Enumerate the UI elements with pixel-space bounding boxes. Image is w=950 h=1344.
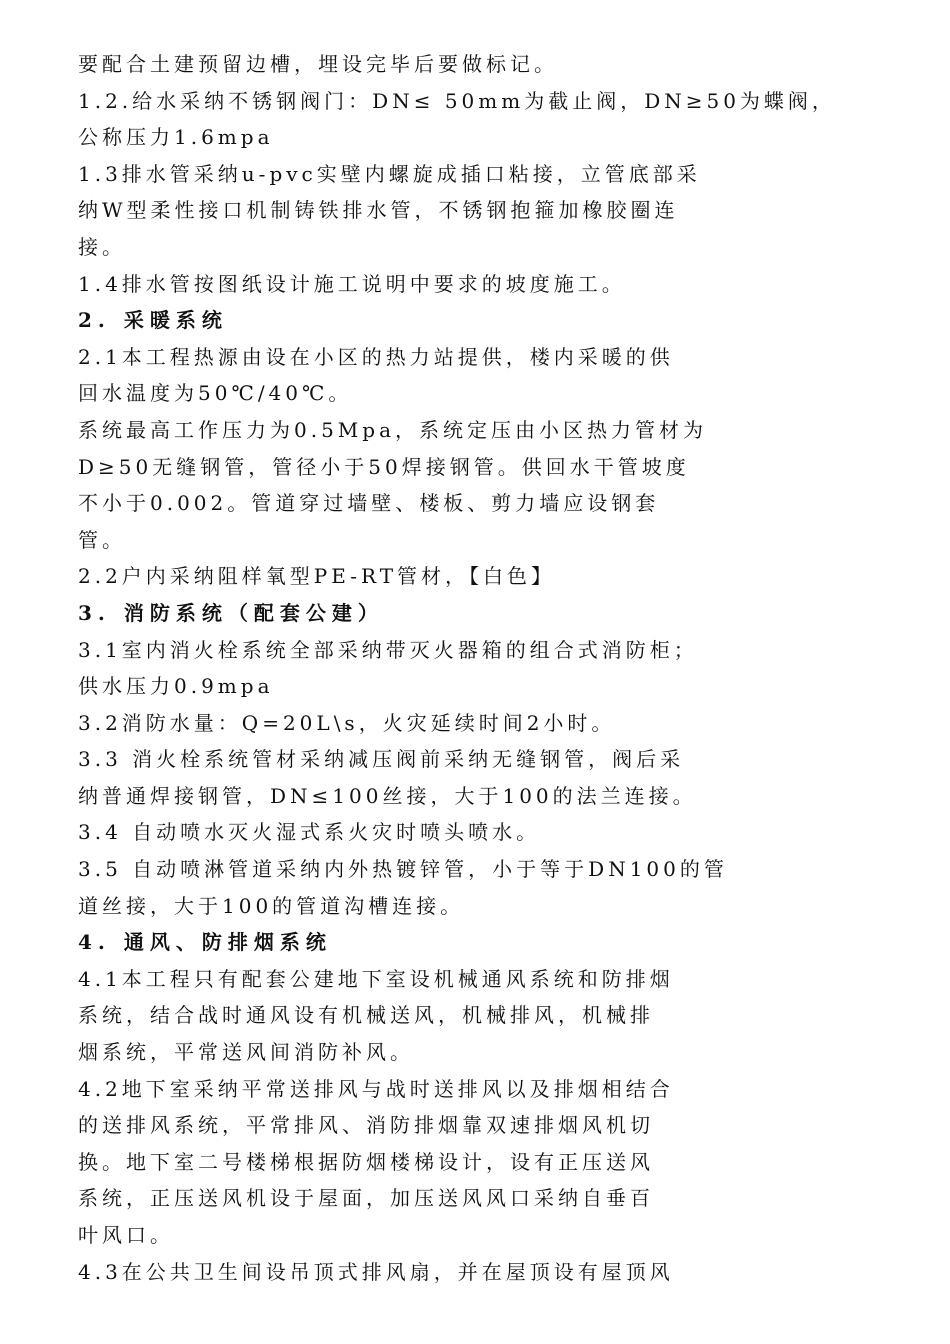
text-line: 3.4 自动喷水灭火湿式系火灾时喷头喷水。 xyxy=(78,820,541,845)
section-heading: 2. 采暖系统 xyxy=(78,308,228,333)
text-line: 回水温度为50℃/40℃。 xyxy=(78,381,353,406)
text-line: 系统，正压送风机设于屋面，加压送风风口采纳自垂百 xyxy=(78,1186,654,1211)
text-line: 1.3排水管采纳u-pvc实壁内螺旋成插口粘接，立管底部采 xyxy=(78,161,701,186)
text-line: 公称压力1.6mpa xyxy=(78,125,274,150)
text-line: 纳普通焊接钢管，DN≤100丝接，大于100的法兰连接。 xyxy=(78,783,697,808)
text-line: 1.4排水管按图纸设计施工说明中要求的坡度施工。 xyxy=(78,271,626,296)
text-line: 换。地下室二号楼梯根据防烟楼梯设计，设有正压送风 xyxy=(78,1149,654,1174)
text-line: 系统，结合战时通风设有机械送风，机械排风，机械排 xyxy=(78,1003,654,1028)
text-line: 4.2地下室采纳平常送排风与战时送排风以及排烟相结合 xyxy=(78,1076,674,1101)
text-line: 供水压力0.9mpa xyxy=(78,674,274,699)
text-line: 3.1室内消火栓系统全部采纳带灭火器箱的组合式消防柜； xyxy=(78,637,698,662)
text-line: 4.1本工程只有配套公建地下室设机械通风系统和防排烟 xyxy=(78,966,674,991)
text-line: 不小于0.002。管道穿过墙壁、楼板、剪力墙应设钢套 xyxy=(78,491,660,516)
text-line: 道丝接，大于100的管道沟槽连接。 xyxy=(78,893,465,918)
text-line: 3.2消防水量：Q=20L\s，火灾延续时间2小时。 xyxy=(78,710,616,735)
text-line: 接。 xyxy=(78,234,126,259)
text-line: 3.3 消火栓系统管材采纳减压阀前采纳无缝钢管，阀后采 xyxy=(78,747,685,772)
text-line: 叶风口。 xyxy=(78,1223,174,1247)
text-line: 3.5 自动喷淋管道采纳内外热镀锌管，小于等于DN100的管 xyxy=(78,857,728,882)
text-line: 烟系统，平常送风间消防补风。 xyxy=(78,1040,414,1065)
text-line: 系统最高工作压力为0.5Mpa，系统定压由小区热力管材为 xyxy=(78,417,708,442)
text-line: D≥50无缝钢管，管径小于50焊接钢管。供回水干管坡度 xyxy=(78,454,690,479)
text-line: 纳W型柔性接口机制铸铁排水管，不锈钢抱箍加橡胶圈连 xyxy=(78,198,679,223)
document-page xyxy=(78,46,908,1290)
text-line: 的送排风系统，平常排风、消防排烟靠双速排烟风机切 xyxy=(78,1113,654,1138)
text-line: 要配合土建预留边槽，埋设完毕后要做标记。 xyxy=(78,52,558,76)
section-heading: 4. 通风、防排烟系统 xyxy=(78,930,332,955)
text-line: 2.1本工程热源由设在小区的热力站提供，楼内采暖的供 xyxy=(78,344,674,369)
text-line: 管。 xyxy=(78,527,126,552)
text-line: 4.3在公共卫生间设吊顶式排风扇，并在屋顶设有屋顶风 xyxy=(78,1259,674,1284)
section-heading: 3. 消防系统（配套公建） xyxy=(78,600,384,625)
text-line: 2.2户内采纳阻样氧型PE-RT管材，【白色】 xyxy=(78,564,556,589)
text-line: 1.2.给水采纳不锈钢阀门：DN≤ 50mm为截止阀，DN≥50为蝶阀， xyxy=(78,88,836,113)
